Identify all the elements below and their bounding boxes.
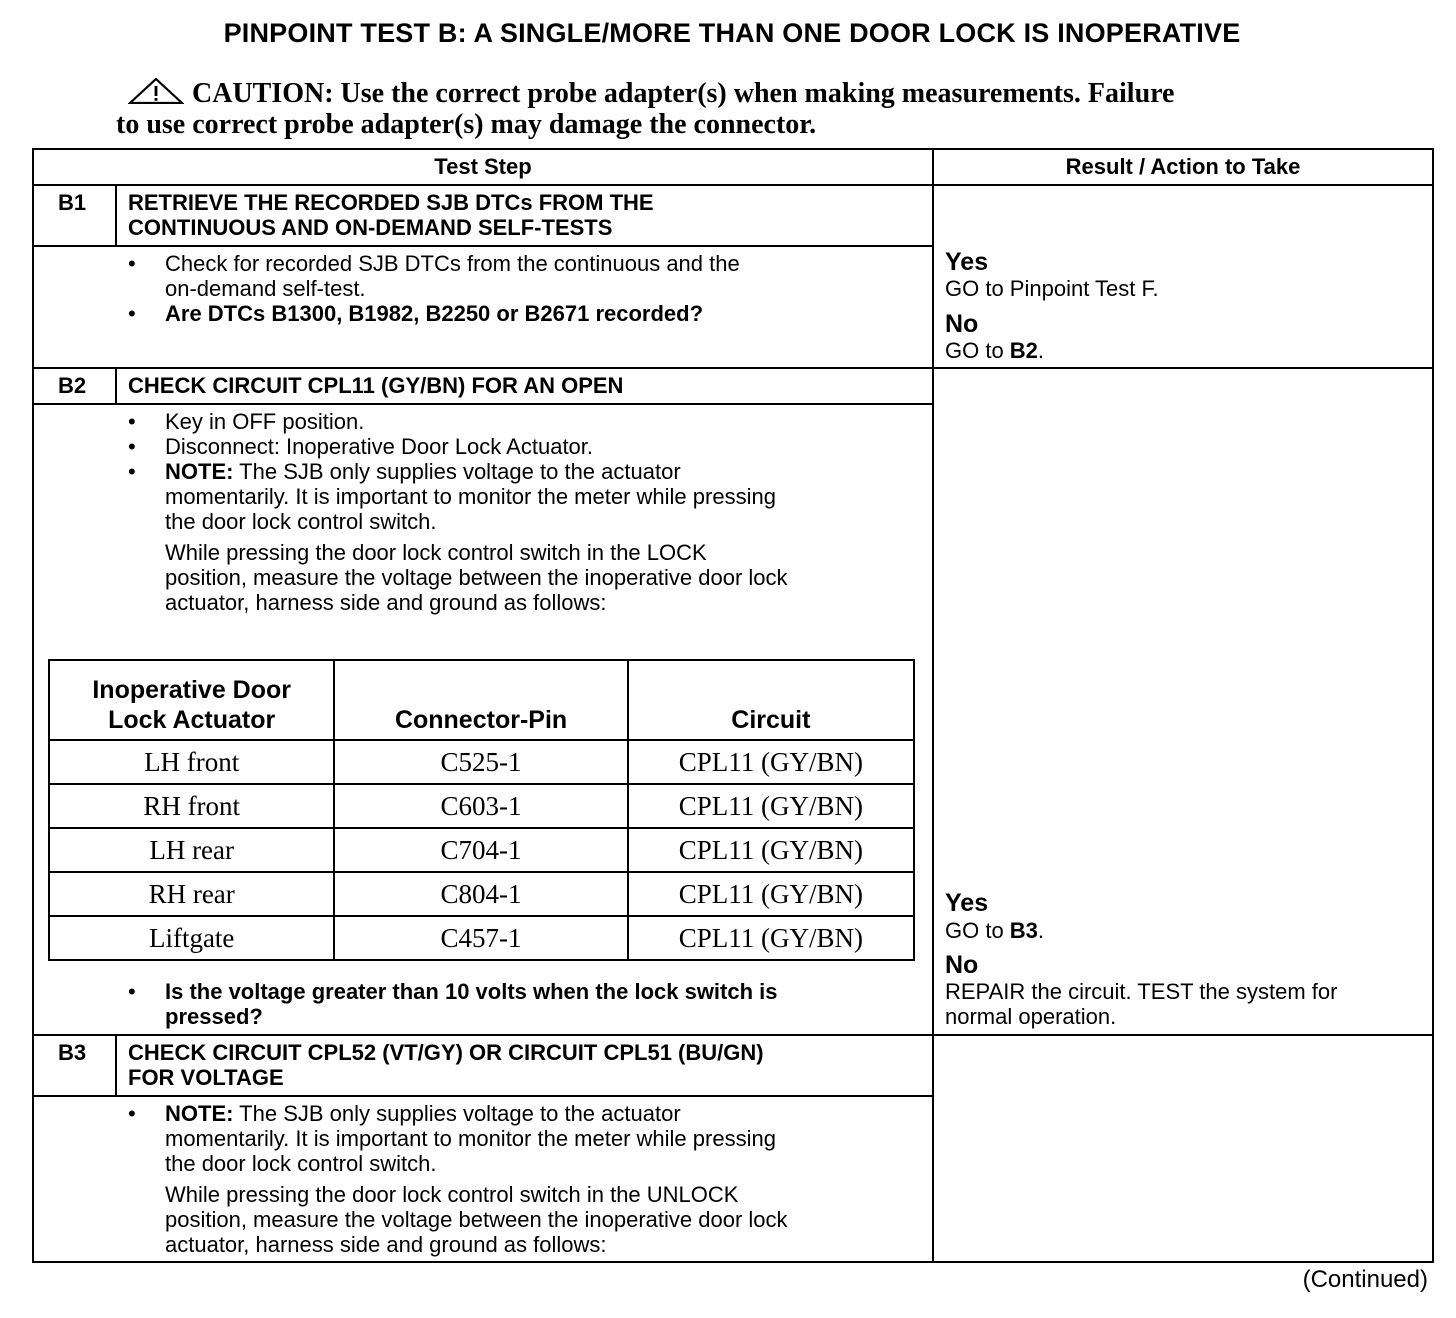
step-b3-title-line-2: FOR VOLTAGE bbox=[128, 1065, 284, 1090]
table-row bbox=[49, 916, 914, 960]
b3-id-divider bbox=[115, 1034, 117, 1096]
cell-connector-pin: C704-1 bbox=[334, 828, 627, 872]
circuit-table bbox=[48, 659, 915, 961]
step-b3-id: B3 bbox=[58, 1040, 87, 1065]
step-b2-title: CHECK CIRCUIT CPL11 (GY/BN) FOR AN OPEN bbox=[128, 373, 624, 398]
cell-actuator: RH front bbox=[49, 784, 334, 828]
table-row bbox=[49, 872, 914, 916]
cell-circuit: CPL11 (GY/BN) bbox=[628, 828, 914, 872]
step-b2-note-line-2: momentarily. It is important to monitor the meter while pressing bbox=[165, 484, 776, 509]
step-b2-question-line-2: pressed? bbox=[165, 1004, 263, 1029]
step-b2-no-action-line-2: normal operation. bbox=[945, 1004, 1117, 1029]
bullet-dot: • bbox=[128, 301, 136, 326]
cell-circuit: CPL11 (GY/BN) bbox=[628, 916, 914, 960]
table-row bbox=[49, 784, 914, 828]
cell-circuit: CPL11 (GY/BN) bbox=[628, 740, 914, 784]
table-row bbox=[49, 740, 914, 784]
step-b1-yes-label: Yes bbox=[945, 248, 989, 276]
step-b2-no-label: No bbox=[945, 951, 979, 979]
table-border-bottom bbox=[32, 1261, 1434, 1263]
b2-id-divider bbox=[115, 367, 117, 404]
caution-line-1: CAUTION: Use the correct probe adapter(s) when making measurements. Failure bbox=[192, 78, 1175, 109]
bullet-dot: • bbox=[128, 459, 136, 484]
warning-triangle-icon bbox=[128, 78, 184, 104]
circuit-table-header-actuator: Inoperative Door Lock Actuator bbox=[49, 660, 334, 740]
step-b2-id: B2 bbox=[58, 373, 87, 398]
table-border-right bbox=[1432, 148, 1434, 1263]
page-title: PINPOINT TEST B: A SINGLE/MORE THAN ONE DOOR LOCK IS INOPERATIVE bbox=[223, 18, 1241, 48]
bullet-dot: • bbox=[128, 409, 136, 434]
table-row bbox=[49, 828, 914, 872]
cell-connector-pin: C525-1 bbox=[334, 740, 627, 784]
caution-line-2: to use correct probe adapter(s) may damage the connector. bbox=[116, 109, 817, 140]
b1-title-divider bbox=[32, 245, 934, 247]
cell-circuit: CPL11 (GY/BN) bbox=[628, 784, 914, 828]
header-divider bbox=[32, 184, 1434, 186]
step-b1-title-line-2: CONTINUOUS AND ON-DEMAND SELF-TESTS bbox=[128, 215, 613, 240]
table-border-top bbox=[32, 148, 1434, 150]
step-b1-id: B1 bbox=[58, 190, 87, 215]
caution-notice bbox=[116, 78, 1316, 140]
step-b2-note-line-3: the door lock control switch. bbox=[165, 509, 437, 534]
step-b3-note-line-3: the door lock control switch. bbox=[165, 1151, 437, 1176]
bullet-dot: • bbox=[128, 1101, 136, 1126]
step-b2-yes-label: Yes bbox=[945, 889, 989, 917]
step-b2-para-line-1: While pressing the door lock control switch in the LOCK bbox=[165, 540, 707, 565]
step-b2-bullet-2: Disconnect: Inoperative Door Lock Actuator. bbox=[165, 434, 594, 459]
step-b1-no-action: GO to B2. bbox=[945, 338, 1045, 363]
b2-title-divider bbox=[32, 403, 934, 405]
cell-actuator: LH rear bbox=[49, 828, 334, 872]
cell-actuator: RH rear bbox=[49, 872, 334, 916]
step-b2-no-action-line-1: REPAIR the circuit. TEST the system for bbox=[945, 979, 1338, 1004]
bullet-dot: • bbox=[128, 251, 136, 276]
step-b3-note-line-1: NOTE: The SJB only supplies voltage to the actuator bbox=[165, 1101, 681, 1126]
cell-actuator: LH front bbox=[49, 740, 334, 784]
step-b1-question: Are DTCs B1300, B1982, B2250 or B2671 recorded? bbox=[165, 301, 704, 326]
step-b3-para-line-2: position, measure the voltage between the inoperative door lock bbox=[165, 1207, 788, 1232]
cell-circuit: CPL11 (GY/BN) bbox=[628, 872, 914, 916]
step-b1-no-label: No bbox=[945, 310, 979, 338]
cell-actuator: Liftgate bbox=[49, 916, 334, 960]
step-b2-para-line-2: position, measure the voltage between the inoperative door lock bbox=[165, 565, 788, 590]
step-b1-bullet-1-line-1: Check for recorded SJB DTCs from the continuous and the bbox=[165, 251, 740, 276]
step-b3-title-line-1: CHECK CIRCUIT CPL52 (VT/GY) OR CIRCUIT CPL51 (BU/GN) bbox=[128, 1040, 764, 1065]
step-b2-para-line-3: actuator, harness side and ground as follows: bbox=[165, 590, 607, 615]
step-b1-yes-action: GO to Pinpoint Test F. bbox=[945, 276, 1159, 301]
b2-row-divider bbox=[32, 1034, 1434, 1036]
circuit-table-header-circuit: Circuit bbox=[628, 660, 914, 740]
cell-connector-pin: C804-1 bbox=[334, 872, 627, 916]
b1-row-divider bbox=[32, 367, 1434, 369]
cell-connector-pin: C457-1 bbox=[334, 916, 627, 960]
b1-id-divider bbox=[115, 184, 117, 246]
bullet-dot: • bbox=[128, 434, 136, 459]
cell-connector-pin: C603-1 bbox=[334, 784, 627, 828]
header-result: Result / Action to Take bbox=[1065, 154, 1301, 179]
continued-label: (Continued) bbox=[1302, 1266, 1428, 1293]
step-b2-note-line-1: NOTE: The SJB only supplies voltage to the actuator bbox=[165, 459, 681, 484]
step-b1-bullet-1-line-2: on-demand self-test. bbox=[165, 276, 366, 301]
circuit-table-header-connector-pin: Connector-Pin bbox=[334, 660, 627, 740]
step-b1-title-line-1: RETRIEVE THE RECORDED SJB DTCs FROM THE bbox=[128, 190, 654, 215]
b3-title-divider bbox=[32, 1095, 934, 1097]
circuit-table-header-row bbox=[49, 660, 914, 740]
step-b2-bullet-1: Key in OFF position. bbox=[165, 409, 365, 434]
header-test-step: Test Step bbox=[434, 154, 532, 179]
step-b2-question-line-1: Is the voltage greater than 10 volts when the lock switch is bbox=[165, 979, 778, 1004]
step-b3-note-line-2: momentarily. It is important to monitor the meter while pressing bbox=[165, 1126, 776, 1151]
step-b2-yes-action: GO to B3. bbox=[945, 918, 1045, 943]
step-b3-para-line-3: actuator, harness side and ground as follows: bbox=[165, 1232, 607, 1257]
step-b3-para-line-1: While pressing the door lock control switch in the UNLOCK bbox=[165, 1182, 739, 1207]
bullet-dot: • bbox=[128, 979, 136, 1004]
